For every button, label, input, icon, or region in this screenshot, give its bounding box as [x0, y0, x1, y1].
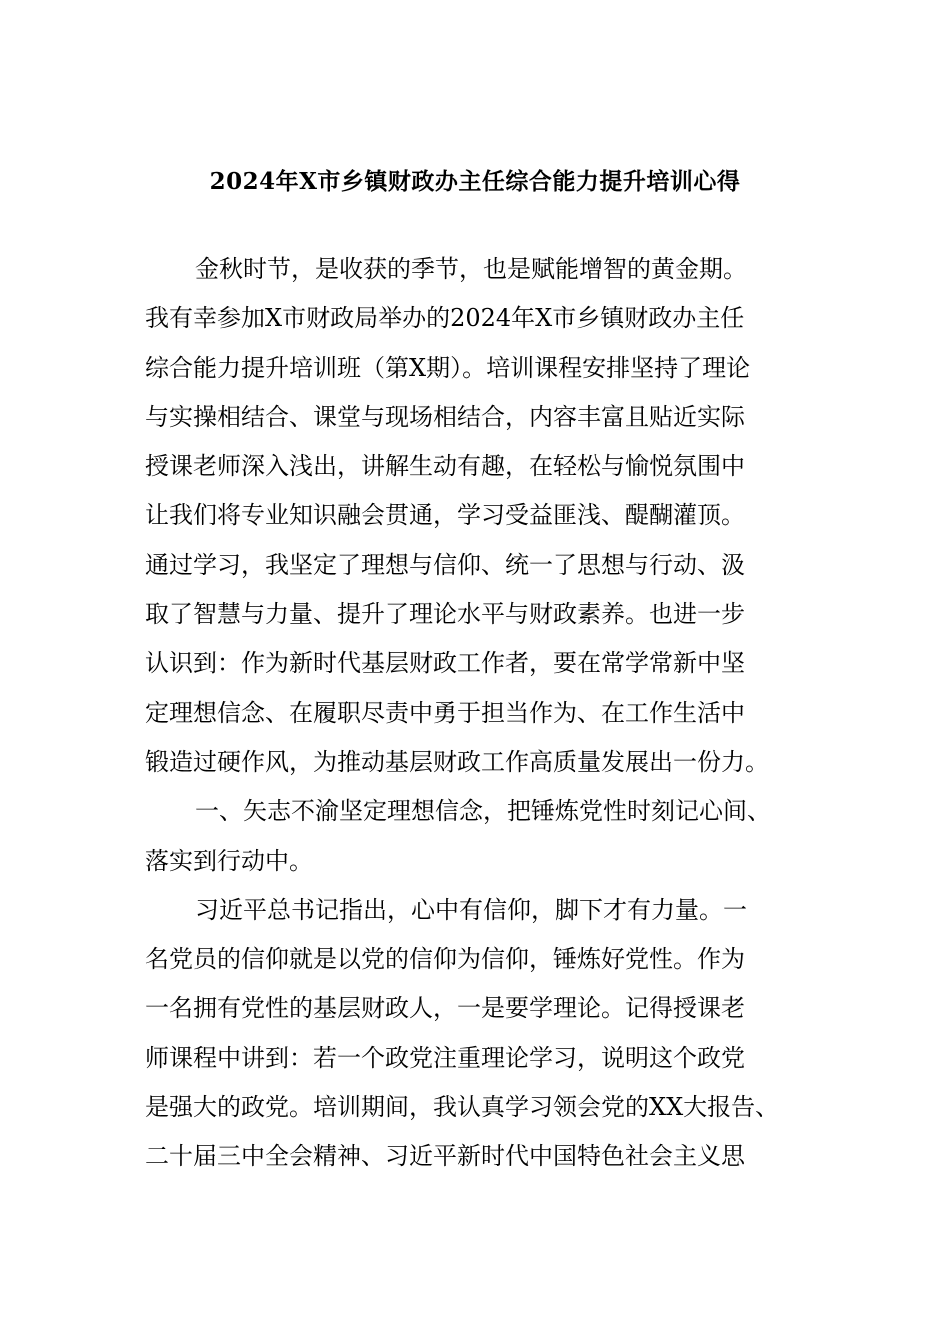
- body-text-line: 金秋时节，是收获的季节，也是赋能增智的黄金期。: [195, 255, 747, 283]
- body-text-line: 一、矢志不渝坚定理想信念，把锤炼党性时刻记心间、: [195, 797, 771, 826]
- body-text-line: 习近平总书记指出，心中有信仰，脚下才有力量。一: [195, 895, 747, 924]
- body-text-line: 综合能力提升培训班（第X期）。培训课程安排坚持了理论: [145, 353, 751, 382]
- body-text-line: 落实到行动中。: [145, 846, 313, 875]
- body-text-line: 锻造过硬作风，为推动基层财政工作高质量发展出一份力。: [145, 747, 769, 776]
- body-text-line: 取了智慧与力量、提升了理论水平与财政素养。也进一步: [145, 600, 745, 629]
- document-title: 2024年X市乡镇财政办主任综合能力提升培训心得: [209, 168, 741, 195]
- body-text-line: 一名拥有党性的基层财政人，一是要学理论。记得授课老: [145, 994, 745, 1023]
- body-text-line: 名党员的信仰就是以党的信仰为信仰，锤炼好党性。作为: [145, 945, 745, 974]
- body-text-line: 我有幸参加X市财政局举办的2024年X市乡镇财政办主任: [145, 304, 745, 333]
- body-text-line: 认识到：作为新时代基层财政工作者，要在常学常新中坚: [145, 649, 745, 678]
- body-text-line: 授课老师深入浅出，讲解生动有趣，在轻松与愉悦氛围中: [145, 452, 745, 481]
- document-body: [145, 245, 835, 1182]
- body-text-line: 让我们将专业知识融会贯通，学习受益匪浅、醍醐灌顶。: [145, 501, 745, 530]
- body-text-line: 通过学习，我坚定了理想与信仰、统一了思想与行动、汲: [145, 550, 745, 579]
- body-text-line: 是强大的政党。培训期间，我认真学习领会党的XX大报告、: [145, 1093, 780, 1122]
- body-text-line: 二十届三中全会精神、习近平新时代中国特色社会主义思: [145, 1142, 745, 1171]
- body-text-line: 与实操相结合、课堂与现场相结合，内容丰富且贴近实际: [145, 402, 745, 431]
- body-text-line: 师课程中讲到：若一个政党注重理论学习，说明这个政党: [145, 1043, 745, 1072]
- body-text-line: 定理想信念、在履职尽责中勇于担当作为、在工作生活中: [145, 698, 745, 727]
